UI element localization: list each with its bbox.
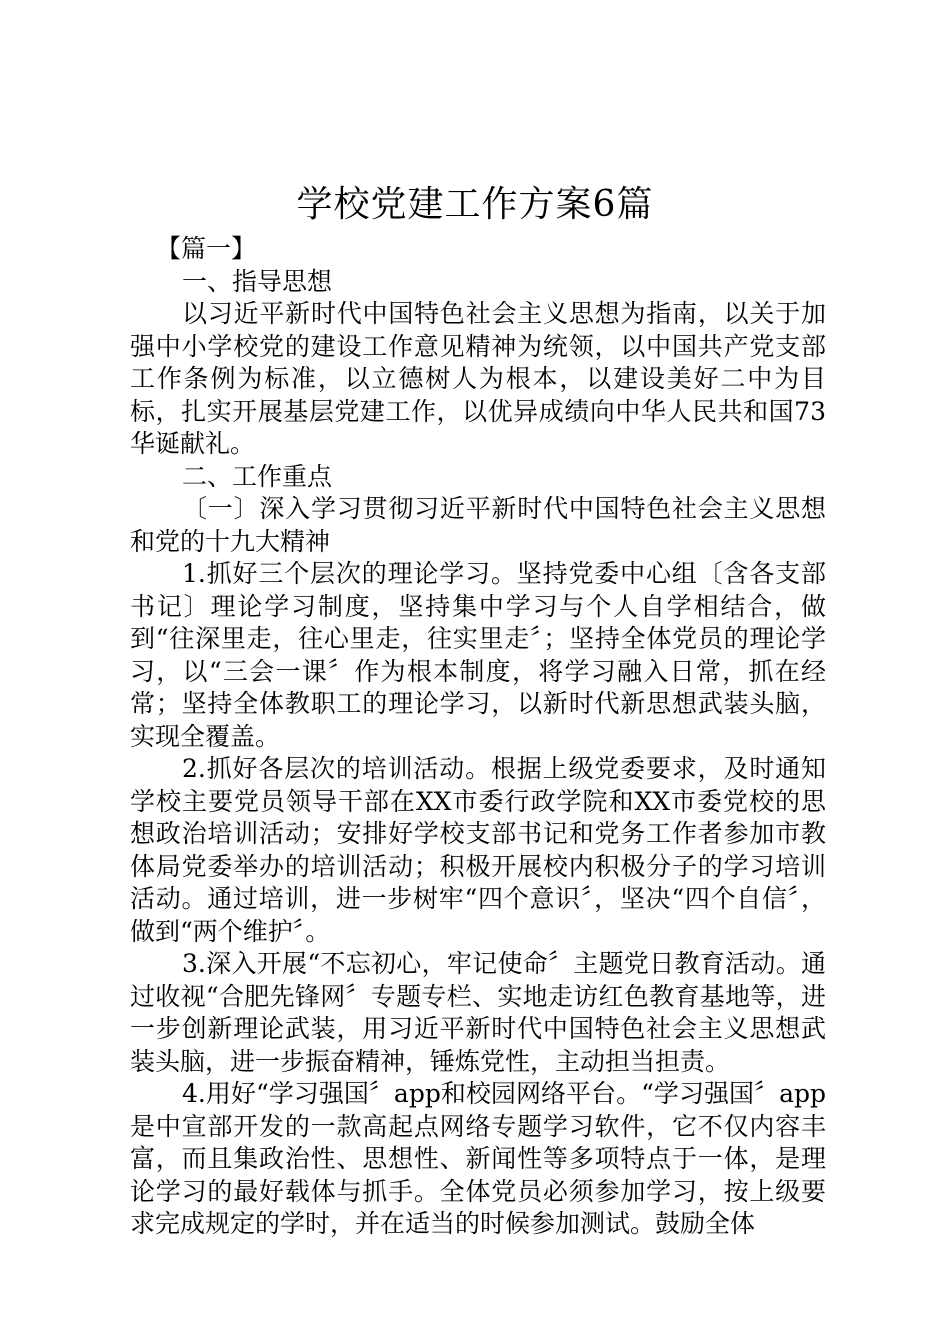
document-title: 学校党建工作方案6篇 — [296, 184, 654, 225]
paragraph: 以习近平新时代中国特色社会主义思想为指南，以关于加强中小学校党的建设工作意见精神为统领，以中国共产党支部工作条例为标准，以立德树人为根本，以建设美好二中为目标，扎实开展基层党建工作，以优异成绩向中华人民共和国73华诞献礼。 — [130, 299, 826, 458]
document-body — [130, 233, 826, 1241]
paragraph: 〔一〕深入学习贯彻习近平新时代中国特色社会主义思想和党的十九大精神 — [130, 494, 826, 556]
paragraph: 3.深入开展“不忘初心，牢记使命〞主题党日教育活动。通过收视“合肥先锋网〞专题专栏、实地走访红色教育基地等，进一步创新理论武装，用习近平新时代中国特色社会主义思想武装头脑，进一步振奋精神，锤炼党性，主动担当担责。 — [130, 949, 826, 1076]
section-heading: 一、指导思想 — [182, 266, 333, 296]
paragraph: 1.抓好三个层次的理论学习。坚持党委中心组〔含各支部书记〕理论学习制度，坚持集中学习与个人自学相结合，做到“往深里走，往心里走，往实里走〞；坚持全体党员的理论学习，以“三会一课〞作为根本制度，将学习融入日常，抓在经常；坚持全体教职工的理论学习，以新时代新思想武装头脑，实现全覆盖。 — [130, 559, 826, 751]
part-label: 【篇一】 — [156, 234, 257, 263]
paragraph: 2.抓好各层次的培训活动。根据上级党委要求，及时通知学校主要党员领导干部在XX市委行政学院和XX市委党校的思想政治培训活动；安排好学校支部书记和党务工作者参加市教体局党委举办的培训活动；积极开展校内积极分子的学习培训活动。通过培训，进一步树牢“四个意识〞，坚决“四个自信〞，做到“两个维护〞。 — [130, 754, 826, 946]
section-heading: 二、工作重点 — [182, 461, 333, 491]
paragraph: 4.用好“学习强国〞app和校园网络平台。“学习强国〞app是中宣部开发的一款高起点网络专题学习软件，它不仅内容丰富，而且集政治性、思想性、新闻性等多项特点于一体，是理论学习的最好载体与抓手。全体党员必须参加学习，按上级要求完成规定的学时，并在适当的时候参加测试。鼓励全体 — [130, 1079, 826, 1238]
